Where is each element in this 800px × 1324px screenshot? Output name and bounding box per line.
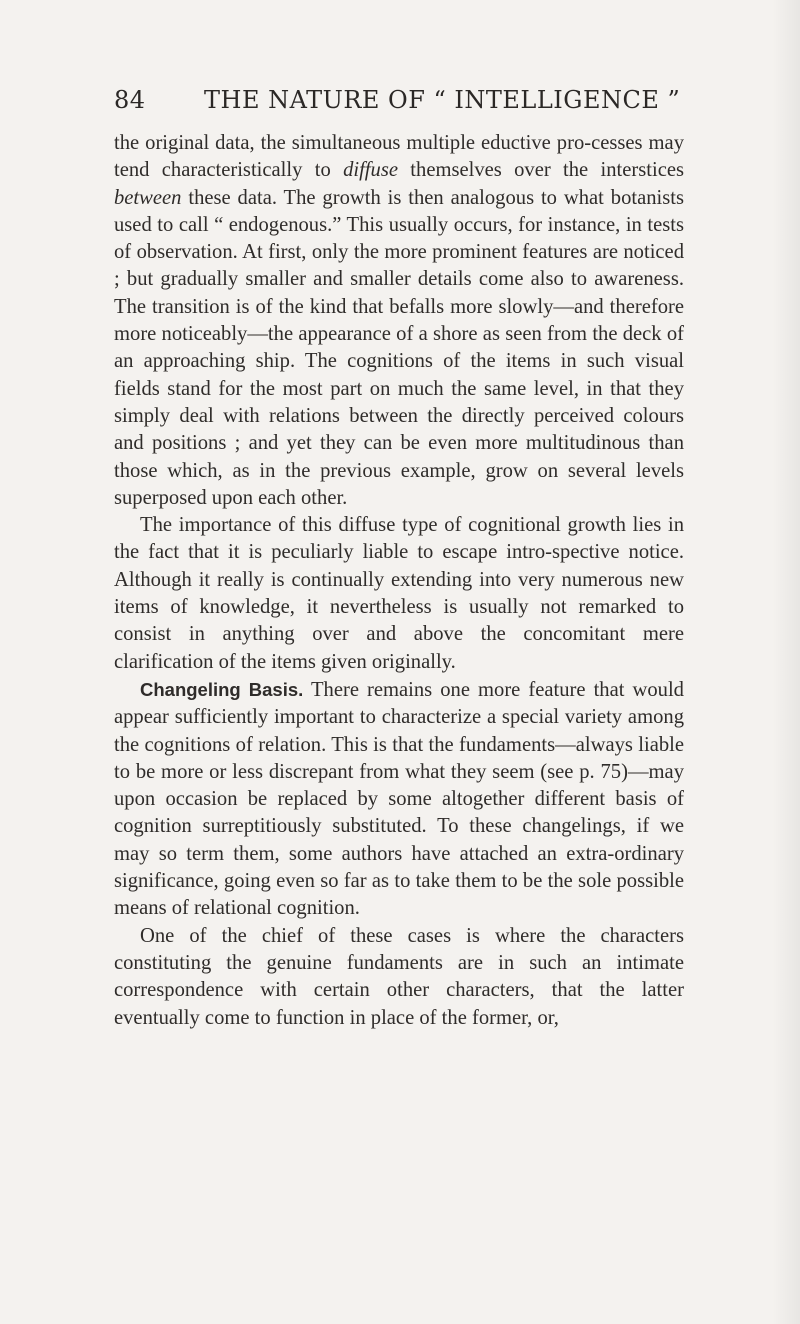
page-number: 84: [114, 86, 146, 114]
paragraph: The importance of this diffuse type of cognitional growth lies in the fact that it is peculiarly liable to escape intro-spective notice. Although it really is continually extending into very numerous new items of knowledge, it nevertheless is usually not remarked to consist in anything over and above the concomitant mere clarification of the items given originally.: [114, 514, 684, 673]
text-run: these data. The growth is then analogous to what botanists used to call “ endogenous.” This usually occurs, for instance, in tests of observation. At first, only the more prominent features are noticed ; but gradually smaller and smaller details come also to awareness. The transition is of the kind that befalls more slowly—and therefore more noticeably—the appearance of a shore as seen from the deck of an approaching ship. The cognitions of the items in such visual fields stand for the most part on much the same level, in that they simply deal with relations between the directly perceived colours and positions ; and yet they can be even more multitudinous than those which, as in the previous example, grow on several levels superposed upon each other.: [114, 186, 684, 509]
paragraph-with-heading: [114, 676, 684, 923]
page-edge-shadow: [772, 0, 800, 1324]
text-run: themselves over the interstices: [397, 159, 684, 182]
paragraph-continuation: [114, 130, 684, 512]
running-title: THE NATURE OF “ INTELLIGENCE ”: [204, 86, 681, 114]
text-run: the original data, the simultaneous multiple eductive pro-cesses may tend characteristically to: [114, 132, 684, 182]
page-body: [114, 130, 684, 1032]
italic-term-diffuse: diffuse: [343, 159, 398, 182]
text-run: There remains one more feature that would appear sufficiently important to characterize a special variety among the cognitions of relation. This is that the fundaments—always liable to be more or less discrepant from what they seem (see p. 75)—may upon occasion be replaced by some altogether different basis of cognition surreptitiously substituted. To these changelings, if we may so term them, some authors have attached an extra-ordinary significance, going even so far as to take them to be the sole possible means of relational cognition.: [114, 678, 684, 920]
paragraph: One of the chief of these cases is where the characters constituting the genuine fundaments are in such an intimate correspondence with certain other characters, that the latter eventually come to function in place of the former, or,: [114, 924, 684, 1029]
section-heading: Changeling Basis.: [140, 678, 304, 700]
italic-term-between: between: [114, 186, 182, 209]
